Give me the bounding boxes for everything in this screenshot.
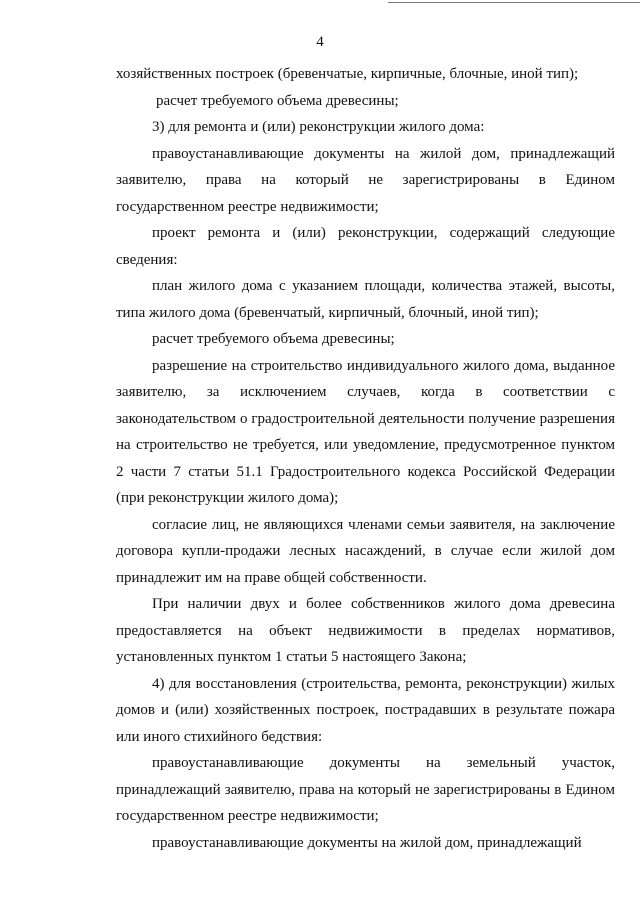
paragraph: расчет требуемого объема древесины; — [152, 331, 395, 347]
paragraph: 3) для ремонта и (или) реконструкции жилого дома: — [152, 119, 485, 135]
paragraph: 4) для восстановления (строительства, ремонта, реконструкции) жилых домов и (или) хозяйственных построек, пострадавших в результате пожара или иного стихийного бедствия: — [116, 675, 615, 745]
page-number: 4 — [316, 34, 324, 50]
paragraph: проект ремонта и (или) реконструкции, содержащий следующие сведения: — [116, 225, 615, 268]
paragraph: При наличии двух и более собственников жилого дома древесина предоставляется на объект недвижимости в пределах нормативов, установленных пунктом 1 статьи 5 настоящего Закона; — [116, 596, 615, 665]
paragraph: разрешение на строительство индивидуального жилого дома, выданное заявителю, за исключением случаев, когда в соответствии с законодательством о градостроительной деятельности получение разрешения на строительство не требуется, или уведомление, предусмотренное пунктом 2 части 7 статьи 51.1 Градостроительного кодекса Российской Федерации (при реконструкции жилого дома); — [116, 357, 615, 506]
top-rule — [388, 2, 640, 3]
paragraph: правоустанавливающие документы на жилой дом, принадлежащий — [152, 834, 582, 851]
document-body — [116, 61, 615, 856]
paragraph: согласие лиц, не являющихся членами семьи заявителя, на заключение договора купли-продажи лесных насаждений, в случае если жилой дом принадлежит им на праве общей собственности. — [116, 516, 615, 586]
paragraph: хозяйственных построек (бревенчатые, кирпичные, блочные, иной тип); — [116, 66, 579, 82]
paragraph: план жилого дома с указанием площади, количества этажей, высоты, типа жилого дома (бревенчатый, кирпичный, блочный, иной тип); — [116, 278, 615, 321]
paragraph: правоустанавливающие документы на жилой дом, принадлежащий заявителю, права на который не зарегистрированы в Едином государственном реестре недвижимости; — [116, 145, 615, 215]
paragraph: расчет требуемого объема древесины; — [156, 92, 399, 109]
paragraph: правоустанавливающие документы на земельный участок, принадлежащий заявителю, права на который не зарегистрированы в Едином государственном реестре недвижимости; — [116, 755, 615, 824]
